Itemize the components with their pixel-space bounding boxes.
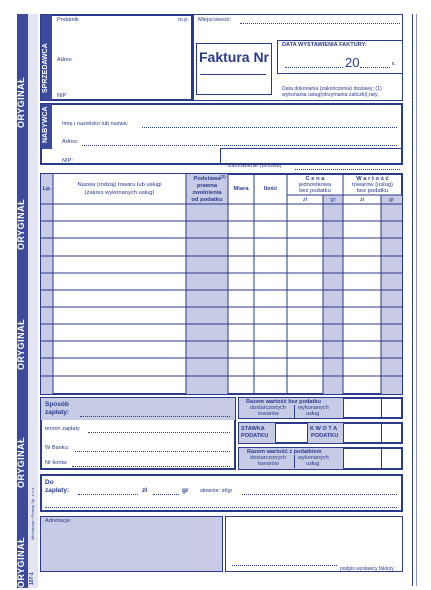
- notes-shade: [41, 517, 222, 571]
- termin-field[interactable]: [88, 432, 230, 433]
- header-wartosc-2: towarów (usług): [352, 182, 393, 188]
- header-nazwa: Nazwa (rodzaj) towaru lub usługi: [77, 182, 162, 188]
- original-label-2: ORYGINAŁ: [16, 198, 26, 250]
- year-suffix: r.: [392, 61, 396, 67]
- header-nazwa-sub: (zakres wykonanych usług): [84, 190, 155, 196]
- signature-line: [232, 565, 337, 566]
- header-lp: Lp.: [42, 186, 52, 192]
- total-gross-divider: [294, 455, 295, 468]
- total-gross-value-field[interactable]: [343, 448, 402, 469]
- year-prefix: 20: [345, 55, 360, 70]
- header-ilosc: Ilość: [263, 186, 278, 192]
- side-tiny-print: Michalczyk i Prokop Sp. z o.o.: [30, 486, 35, 540]
- kwota-label: K W O T A: [310, 426, 338, 432]
- zaplaty-label: zapłaty:: [45, 409, 70, 416]
- header-cena-zl: zł: [302, 197, 308, 203]
- stawka-podatku-label: PODATKU: [241, 433, 269, 439]
- mp-label: m.p.: [178, 17, 189, 23]
- total-gross-uslug: usług: [306, 461, 320, 467]
- header-podstawa: Podstawa: [193, 176, 221, 182]
- form-code: 107-1: [29, 572, 35, 585]
- do-zaplaty-label: zapłaty:: [45, 487, 70, 494]
- delivery-date-label: Data dokonania (zakończenia) dostawy; (1): [282, 86, 382, 92]
- do-label: Do: [45, 479, 54, 486]
- header-wartosc: W a r t o ś ć: [356, 176, 389, 182]
- bank-label: W Banku:: [45, 445, 70, 451]
- stawka-label: STAWKA: [241, 426, 265, 432]
- due-gr-field[interactable]: [153, 494, 179, 495]
- header-cena-2: jednostkowa: [298, 182, 332, 188]
- header-wartosc-3: bez podatku: [356, 188, 389, 194]
- invoice-title: Faktura Nr: [198, 49, 270, 65]
- header-wartosc-zl: zł: [359, 197, 365, 203]
- total-net-uslug: usług: [306, 411, 320, 417]
- konto-field[interactable]: [72, 466, 230, 467]
- seller-section-label: SPRZEDAWCA: [42, 43, 49, 93]
- tax-rate-field[interactable]: [275, 423, 307, 443]
- adnotacje-label: Adnotacje:: [45, 518, 72, 524]
- buyer-name-label: Imię i nazwisko lub nazwa:: [62, 121, 129, 127]
- header-podstawa-4: od podatku: [191, 197, 223, 203]
- delivery-date-label-2: wykonania usług(otrzymania zaliczki),raty,: [282, 92, 379, 98]
- slownie-label: słownie: zł/gr: [200, 488, 233, 494]
- total-gross-dostarczonych: dostarczonych: [250, 455, 287, 461]
- header-cena-3: bez podatku: [299, 188, 331, 194]
- seller-nip-label: NIP: [57, 93, 67, 99]
- original-label-5: ORYGINAŁ: [16, 536, 26, 588]
- total-gross-label: Razem wartość z podatkiem: [247, 449, 322, 455]
- signature-label: podpis wystawcy faktury: [340, 566, 394, 572]
- header-cena: C e n a: [305, 176, 325, 182]
- buyer-adres-label: Adres:: [62, 139, 79, 145]
- total-gross-gr-divider: [381, 448, 382, 469]
- header-wartosc-gr: gr: [388, 197, 395, 203]
- tax-amount-gr-divider: [381, 423, 382, 443]
- header-podstawa-2: prawna: [196, 183, 218, 189]
- total-gross-wykonanych: wykonanych: [298, 455, 329, 461]
- payment-method-field[interactable]: [80, 416, 230, 417]
- miejscowosc-label: Miejscowość:: [198, 17, 232, 23]
- sposob-label: Sposób: [45, 401, 69, 408]
- signature-box[interactable]: [225, 516, 403, 572]
- total-net-divider: [294, 405, 295, 418]
- kwota-podatku-label: PODATKU: [311, 433, 339, 439]
- slownie-field-2[interactable]: [45, 507, 397, 508]
- total-net-dostarczonych: dostarczonych: [250, 405, 287, 411]
- due-zl-label: zł: [142, 487, 148, 494]
- header-cena-gr: gr: [330, 197, 336, 203]
- slownie-field[interactable]: [242, 494, 397, 495]
- adres-label: Adres: [57, 57, 72, 63]
- header-miara: Miara: [233, 186, 249, 192]
- issue-date-label: DATA WYSTAWIENIA FAKTURY:: [282, 42, 367, 48]
- order-label: Zamówienie (umowa): [228, 163, 282, 169]
- original-label-1: ORYGINAŁ: [16, 76, 26, 128]
- original-label-3: ORYGINAŁ: [16, 318, 26, 370]
- header-podstawa-3: zwolnienia: [192, 190, 222, 196]
- total-net-value-field[interactable]: [343, 398, 402, 418]
- original-label-4: ORYGINAŁ: [16, 436, 26, 488]
- due-zl-field[interactable]: [78, 494, 138, 495]
- buyer-section-label: NABYWCA: [42, 106, 49, 143]
- termin-label: termin zapłaty: [45, 426, 80, 432]
- buyer-nip-label: NIP:: [62, 158, 73, 164]
- podatnik-label: Podatnik: [57, 17, 79, 23]
- total-net-label: Razem wartość bez podatku: [246, 399, 321, 405]
- total-net-towarow: towarów: [258, 411, 279, 417]
- total-net-gr-divider: [381, 398, 382, 418]
- total-gross-towarow: towarów: [258, 461, 279, 467]
- tax-amount-field[interactable]: [343, 423, 402, 443]
- due-gr-label: gr: [182, 487, 189, 494]
- total-net-wykonanych: wykonanych: [298, 405, 329, 411]
- konto-label: Nr konta:: [45, 460, 68, 466]
- header-podstawa-sup: (2): [220, 174, 226, 179]
- bank-field[interactable]: [75, 451, 230, 452]
